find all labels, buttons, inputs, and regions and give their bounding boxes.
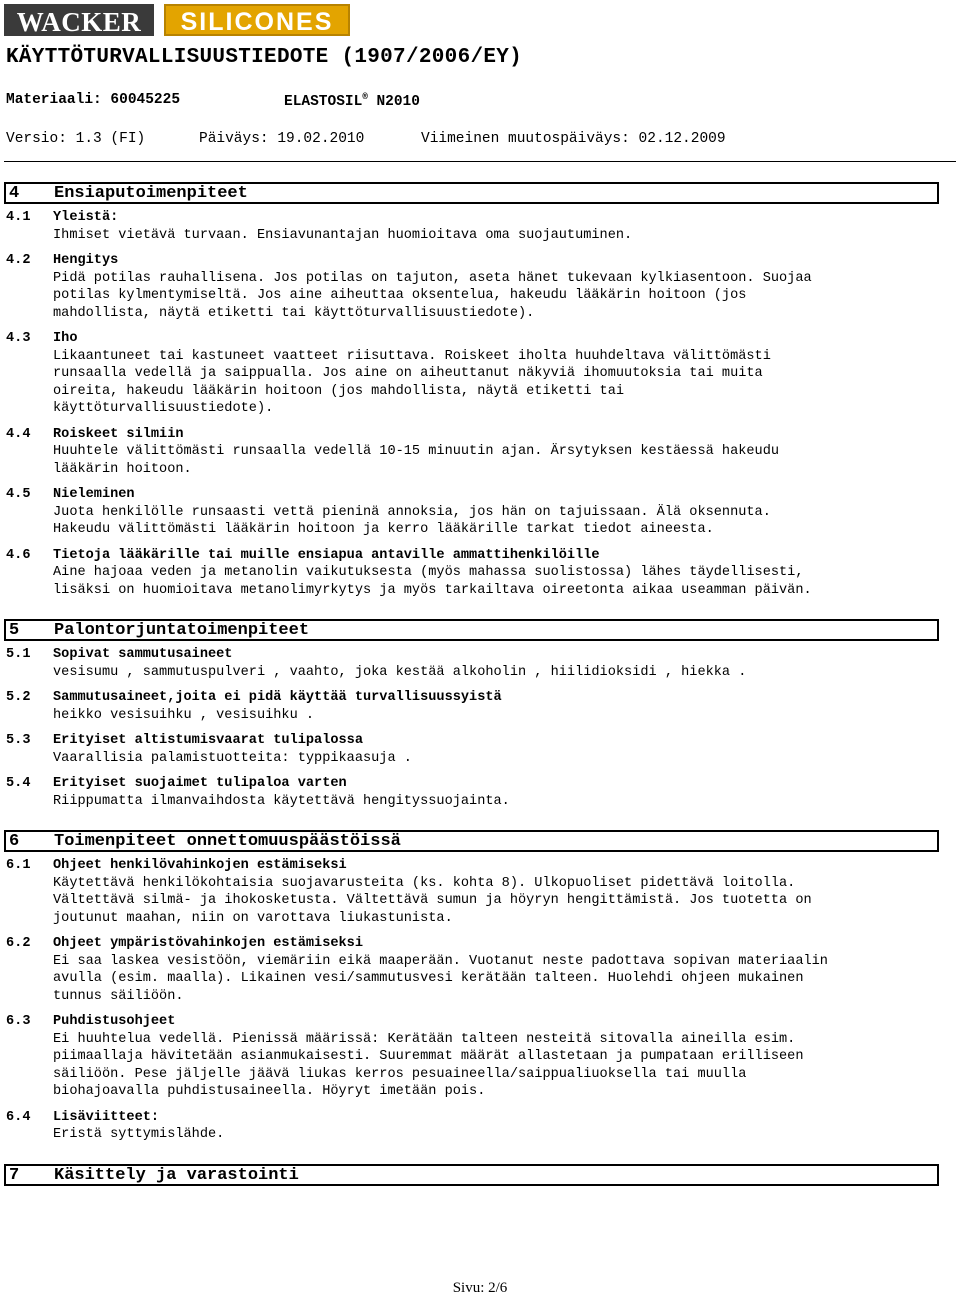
section-spacer: [4, 607, 939, 619]
subsection: [4, 732, 939, 767]
subsection-title: Nieleminen: [53, 487, 135, 502]
subsection-text: Eristä syttymislähde.: [53, 1127, 225, 1142]
subsection: [4, 775, 939, 810]
version: Versio: 1.3 (FI): [6, 131, 146, 147]
product-name: [284, 92, 420, 110]
subsection-number: 4.5: [6, 487, 31, 502]
subsection-title: Ohjeet henkilövahinkojen estämiseksi: [53, 858, 347, 873]
subsection: [4, 646, 939, 681]
subsection-text: Ihmiset vietävä turvaan. Ensiavunantajan huomioitava oma suojautuminen.: [53, 227, 633, 243]
subsection-title: Ohjeet ympäristövahinkojen estämiseksi: [53, 936, 363, 951]
subsection-title: Iho: [53, 331, 78, 346]
subsection-title: Puhdistusohjeet: [53, 1014, 176, 1029]
subsection: [4, 857, 939, 927]
subsection-text: Riippumatta ilmanvaihdosta käytettävä hengityssuojainta.: [53, 793, 510, 809]
subsection: [4, 330, 939, 418]
subsection-number: 4.3: [6, 331, 31, 346]
subsection: [4, 426, 939, 479]
section-header: [4, 619, 939, 641]
section-number: 7: [9, 1165, 20, 1185]
subsection-text: vesisumu , sammutuspulveri , vaahto, joka kestää alkoholin , hiilidioksidi , hiekka .: [53, 664, 747, 680]
subsection-text: Huuhtele välittömästi runsaalla vedellä 10-15 minuutin ajan. Ärsytyksen kestäessä hakeudu lääkärin hoitoon.: [53, 444, 780, 477]
subsection-text: Ei huuhtelua vedellä. Pienissä määrissä: Kerätään talteen nesteitä sitovalla aineilla esim. piimaallaja hävitetään asianmukaisesti. Suuremmat määrät allastetaan ja pumpataan erilliseen säiliöön. Pese jäljelle jäävä liukas kerros pesuaineella/saippualiuoksella tai muulla biohajoavalla puhdistusaineella. Höyryt imetään pois.: [53, 1031, 804, 1099]
subsection: [4, 252, 939, 322]
subsection-number: 5.3: [6, 733, 31, 748]
subsection: [4, 935, 939, 1005]
subsection-number: 5.2: [6, 690, 31, 705]
document-title: KÄYTTÖTURVALLISUUSTIEDOTE (1907/2006/EY): [6, 46, 523, 69]
subsection-title: Lisäviitteet:: [53, 1109, 160, 1125]
subsection-text: Aine hajoaa veden ja metanolin vaikutuksesta (myös mahassa suolistossa) lähes täydellisesti, lisäksi on huomioitava metanolimyrkytys ja myös tarkailtava oireetonta aikaa useamman päivän.: [53, 565, 812, 598]
section-title: Ensiaputoimenpiteet: [54, 184, 248, 203]
material-number: Materiaali: 60045225: [6, 92, 181, 108]
subsection-number: 5.4: [6, 776, 31, 791]
subsection-title: Yleistä:: [53, 210, 119, 225]
company-logo: [4, 4, 350, 36]
subsection-text: Käytettävä henkilökohtaisia suojavarusteita (ks. kohta 8). Ulkopuoliset pidettävä loitolla. Vältettävä silmä- ja ihokosketusta. Vältettävä sumun ja höyryn hengittämistä. Jos tuotetta on joutunut maahan, niin on varottava liukastunista.: [53, 875, 812, 926]
material-line: [6, 92, 420, 110]
subsection-text: Ei saa laskea vesistöön, viemäriin eikä maaperään. Vuotanut neste padottava sopivan materiaalin avulla (esim. maalla). Likainen vesi/sammutusvesi kerätään talteen. Huolehdi ohjeen mukainen tunnus säiliöön.: [53, 953, 828, 1004]
subsection-number: 4.6: [6, 547, 31, 563]
subsection-title: Sammutusaineet,joita ei pidä käyttää turvallisuussyistä: [53, 690, 502, 705]
subsection-title: Roiskeet silmiin: [53, 426, 184, 442]
subsection-number: 5.1: [6, 647, 31, 662]
section-title: Toimenpiteet onnettomuuspäästöissä: [54, 832, 401, 851]
subsection: [4, 1013, 939, 1101]
section-spacer: [4, 818, 939, 830]
section-number: 5: [9, 621, 20, 640]
subsection: [4, 689, 939, 724]
section-header: [4, 182, 939, 204]
subsection-text: Juota henkilölle runsaasti vettä pieninä annoksia, jos hän on tajuissaan. Älä oksennuta. Hakeudu välittömästi lääkärin hoitoon ja kerro lääkärille tarkat tiedot aineesta.: [53, 504, 771, 537]
page-number: Sivu: 2/6: [452, 1280, 508, 1296]
registered-mark: ®: [362, 92, 368, 102]
product-brand: ELASTOSIL: [284, 93, 363, 110]
product-code: N2010: [376, 93, 420, 110]
subsection-number: 4.4: [6, 426, 31, 442]
subsection-title: Erityiset altistumisvaarat tulipalossa: [53, 733, 363, 748]
logo-silicones: SILICONES: [164, 4, 350, 36]
subsection: [4, 1109, 939, 1144]
section-title: Käsittely ja varastointi: [54, 1165, 299, 1185]
subsection-number: 6.3: [6, 1014, 31, 1029]
subsection-title: Erityiset suojaimet tulipaloa varten: [53, 776, 347, 791]
section-header: [4, 830, 939, 852]
subsection-number: 6.1: [6, 858, 31, 873]
section-spacer: [4, 1152, 939, 1164]
section-title: Palontorjuntatoimenpiteet: [54, 621, 310, 640]
document-body: [4, 182, 939, 1191]
subsection-number: 6.2: [6, 936, 31, 951]
subsection-number: 6.4: [6, 1109, 31, 1125]
subsection-number: 4.1: [6, 210, 31, 225]
section-number: 6: [9, 832, 20, 851]
section-number: 4: [9, 184, 20, 203]
header-divider: [4, 161, 956, 162]
last-change-date: Viimeinen muutospäiväys: 02.12.2009: [421, 131, 726, 147]
subsection-text: Vaarallisia palamistuotteita: typpikaasuja .: [53, 750, 412, 766]
subsection: [4, 486, 939, 539]
subsection-text: Likaantuneet tai kastuneet vaatteet riisuttava. Roiskeet iholta huuhdeltava välittömästi runsaalla vedellä ja saippualla. Jos aine on aiheuttanut näkyviä ihomuutoksia tai muita oireita, hakeudu lääkärin hoitoon (jos mahdollista, näytä etiketti tai käyttöturvallisuustiedote).: [53, 348, 771, 416]
subsection-title: Hengitys: [53, 253, 119, 268]
subsection-title: Sopivat sammutusaineet: [53, 647, 233, 662]
subsection-text: Pidä potilas rauhallisena. Jos potilas on tajuton, aseta hänet tukevaan kylkiasentoon. Suojaa potilas kylmentymiseltä. Jos aine aiheuttaa oksentelua, hakeudu lääkärin hoitoon (jos mahdollista, näytä etiketti tai käyttöturvallisuustiedote).: [53, 270, 812, 321]
section-header: [4, 1164, 939, 1186]
subsection: [4, 547, 939, 600]
subsection: [4, 209, 939, 244]
issue-date: Päiväys: 19.02.2010: [199, 131, 365, 147]
subsection-title: Tietoja lääkärille tai muille ensiapua antaville ammattihenkilöille: [53, 547, 600, 563]
subsection-number: 4.2: [6, 253, 31, 268]
subsection-text: heikko vesisuihku , vesisuihku .: [53, 707, 315, 723]
logo-wacker: WACKER: [4, 4, 154, 36]
